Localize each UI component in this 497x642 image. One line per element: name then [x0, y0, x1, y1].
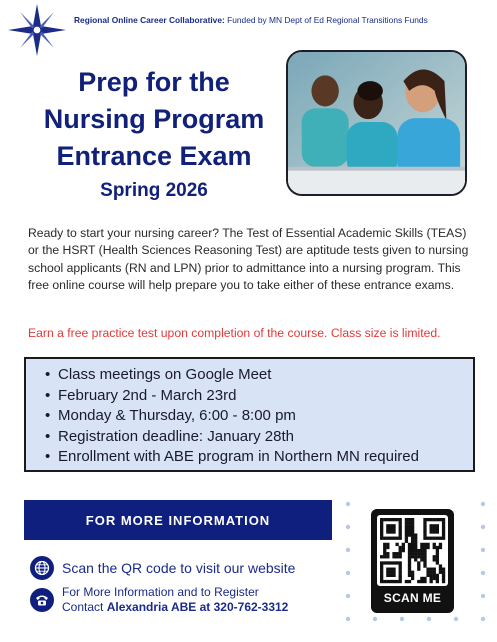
qr-code-card[interactable] — [371, 509, 454, 613]
title-line-3: Entrance Exam — [56, 141, 252, 171]
contact-line-1: For More Information and to Register — [62, 585, 259, 599]
contact-line-2 — [62, 600, 288, 614]
contact-phone[interactable]: Alexandria ABE at 320-762-3312 — [106, 600, 289, 614]
funding-text: Funded by MN Dept of Ed Regional Transitions Funds — [224, 15, 428, 25]
intro-paragraph: Ready to start your nursing career? The Test of Essential Academic Skills (TEAS) or the HSRT (Health Sciences Reasoning Test) are aptitude tests given to nursing school applicants (RN and LPN) prior to admittance into a nursing program. This free online course will help prepare you to take either of these entrance exams. — [28, 226, 469, 293]
header-funding-line — [74, 15, 494, 25]
title-line-1: Prep for the — [78, 67, 230, 97]
scan-me-label: SCAN ME — [383, 591, 442, 605]
compass-star-logo — [8, 4, 66, 56]
title-line-2: Nursing Program — [43, 104, 265, 134]
detail-item: • February 2nd - March 23rd — [58, 386, 473, 407]
org-name: Regional Online Career Collaborative: — [74, 15, 225, 25]
course-details-box — [24, 357, 475, 472]
course-details-list — [26, 359, 473, 468]
globe-icon — [30, 556, 54, 580]
scan-qr-text: Scan the QR code to visit our website — [62, 560, 296, 576]
detail-item: • Class meetings on Google Meet — [58, 365, 473, 386]
detail-item: • Registration deadline: January 28th — [58, 427, 473, 448]
detail-item: • Monday & Thursday, 6:00 - 8:00 pm — [58, 406, 473, 427]
qr-code[interactable] — [377, 515, 448, 586]
promo-text: Earn a free practice test upon completion of the course. Class size is limited. — [28, 326, 441, 340]
contact-prefix: Contact — [62, 600, 107, 614]
more-info-banner: FOR MORE INFORMATION — [24, 500, 332, 540]
phone-icon — [30, 588, 54, 612]
term-label: Spring 2026 — [100, 180, 208, 201]
page-title — [30, 64, 278, 175]
detail-item: • Enrollment with ABE program in Northern MN required — [58, 447, 473, 468]
nursing-students-photo — [286, 50, 467, 196]
